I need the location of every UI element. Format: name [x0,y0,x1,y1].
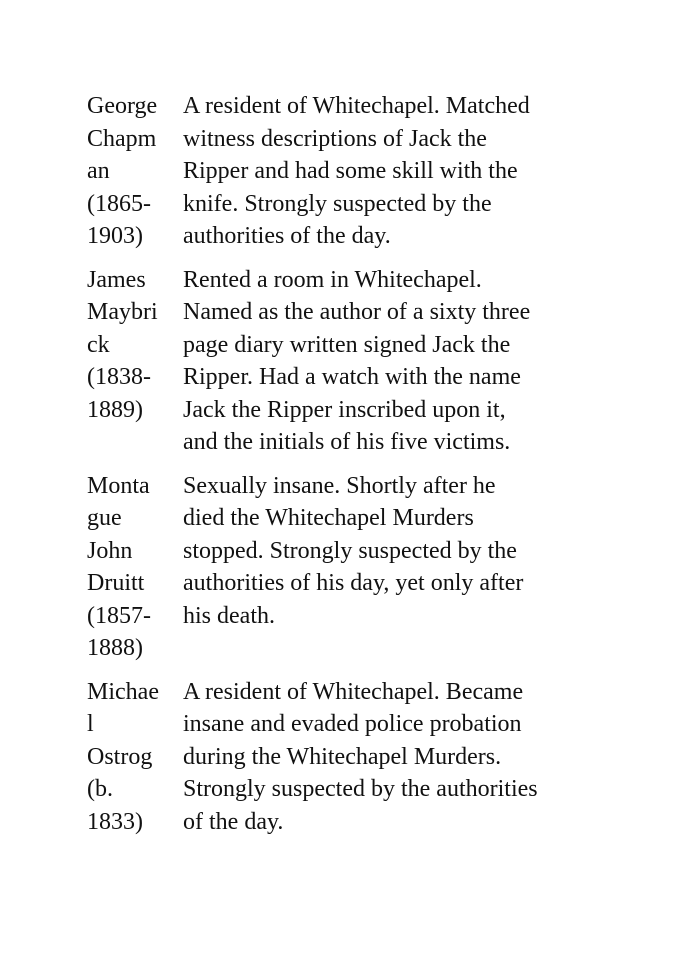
name-line: 1888) [87,635,143,661]
name-line: Monta [87,472,150,499]
suspects-table [87,90,607,849]
suspect-description [183,676,607,839]
description-line: his death. [183,602,275,629]
name-line: Maybri [87,299,158,325]
name-line: gue [87,505,122,531]
name-line: (1838- [87,364,151,390]
name-line: Druitt [87,570,145,596]
description-line: knife. Strongly suspected by the [183,190,492,217]
name-line: (1865- [87,190,151,217]
suspect-name [87,470,183,665]
description-line: Ripper. Had a watch with the name [183,364,521,390]
description-line: during the Whitechapel Murders. [183,743,502,770]
suspect-description [183,264,607,459]
description-line: Strongly suspected by the authorities [183,776,538,802]
description-line: and the initials of his five victims. [183,429,511,455]
description-line: stopped. Strongly suspected by the [183,537,517,564]
description-line: died the Whitechapel Murders [183,505,474,531]
name-line: ck [87,331,110,358]
description-line: Sexually insane. Shortly after he [183,472,496,499]
description-line: A resident of Whitechapel. Became [183,678,524,705]
description-line: Rented a room in Whitechapel. [183,266,482,293]
name-line: an [87,158,110,184]
suspect-row [87,90,607,253]
name-line: John [87,537,133,564]
name-line: 1903) [87,223,143,249]
description-line: of the day. [183,808,284,835]
name-line: 1889) [87,396,143,423]
name-line: Michae [87,678,159,705]
suspect-row [87,676,607,839]
description-line: page diary written signed Jack the [183,331,511,358]
description-line: insane and evaded police probation [183,711,522,737]
name-line: (b. [87,776,113,802]
suspect-name [87,676,183,839]
description-line: witness descriptions of Jack the [183,125,487,152]
suspect-description [183,470,607,665]
name-line: George [87,93,158,119]
description-line: authorities of the day. [183,223,391,249]
name-line: (1857- [87,602,151,629]
name-line: Chapm [87,125,157,152]
name-line: James [87,266,146,293]
description-line: A resident of Whitechapel. Matched [183,93,530,119]
description-line: Ripper and had some skill with the [183,158,518,184]
name-line: Ostrog [87,743,153,770]
name-line: l [87,711,94,737]
description-line: authorities of his day, yet only after [183,570,524,596]
description-line: Named as the author of a sixty three [183,299,531,325]
suspect-name [87,90,183,253]
suspect-row [87,264,607,459]
suspect-name [87,264,183,459]
description-line: Jack the Ripper inscribed upon it, [183,396,506,423]
suspect-description [183,90,607,253]
suspect-row [87,470,607,665]
name-line: 1833) [87,808,143,835]
